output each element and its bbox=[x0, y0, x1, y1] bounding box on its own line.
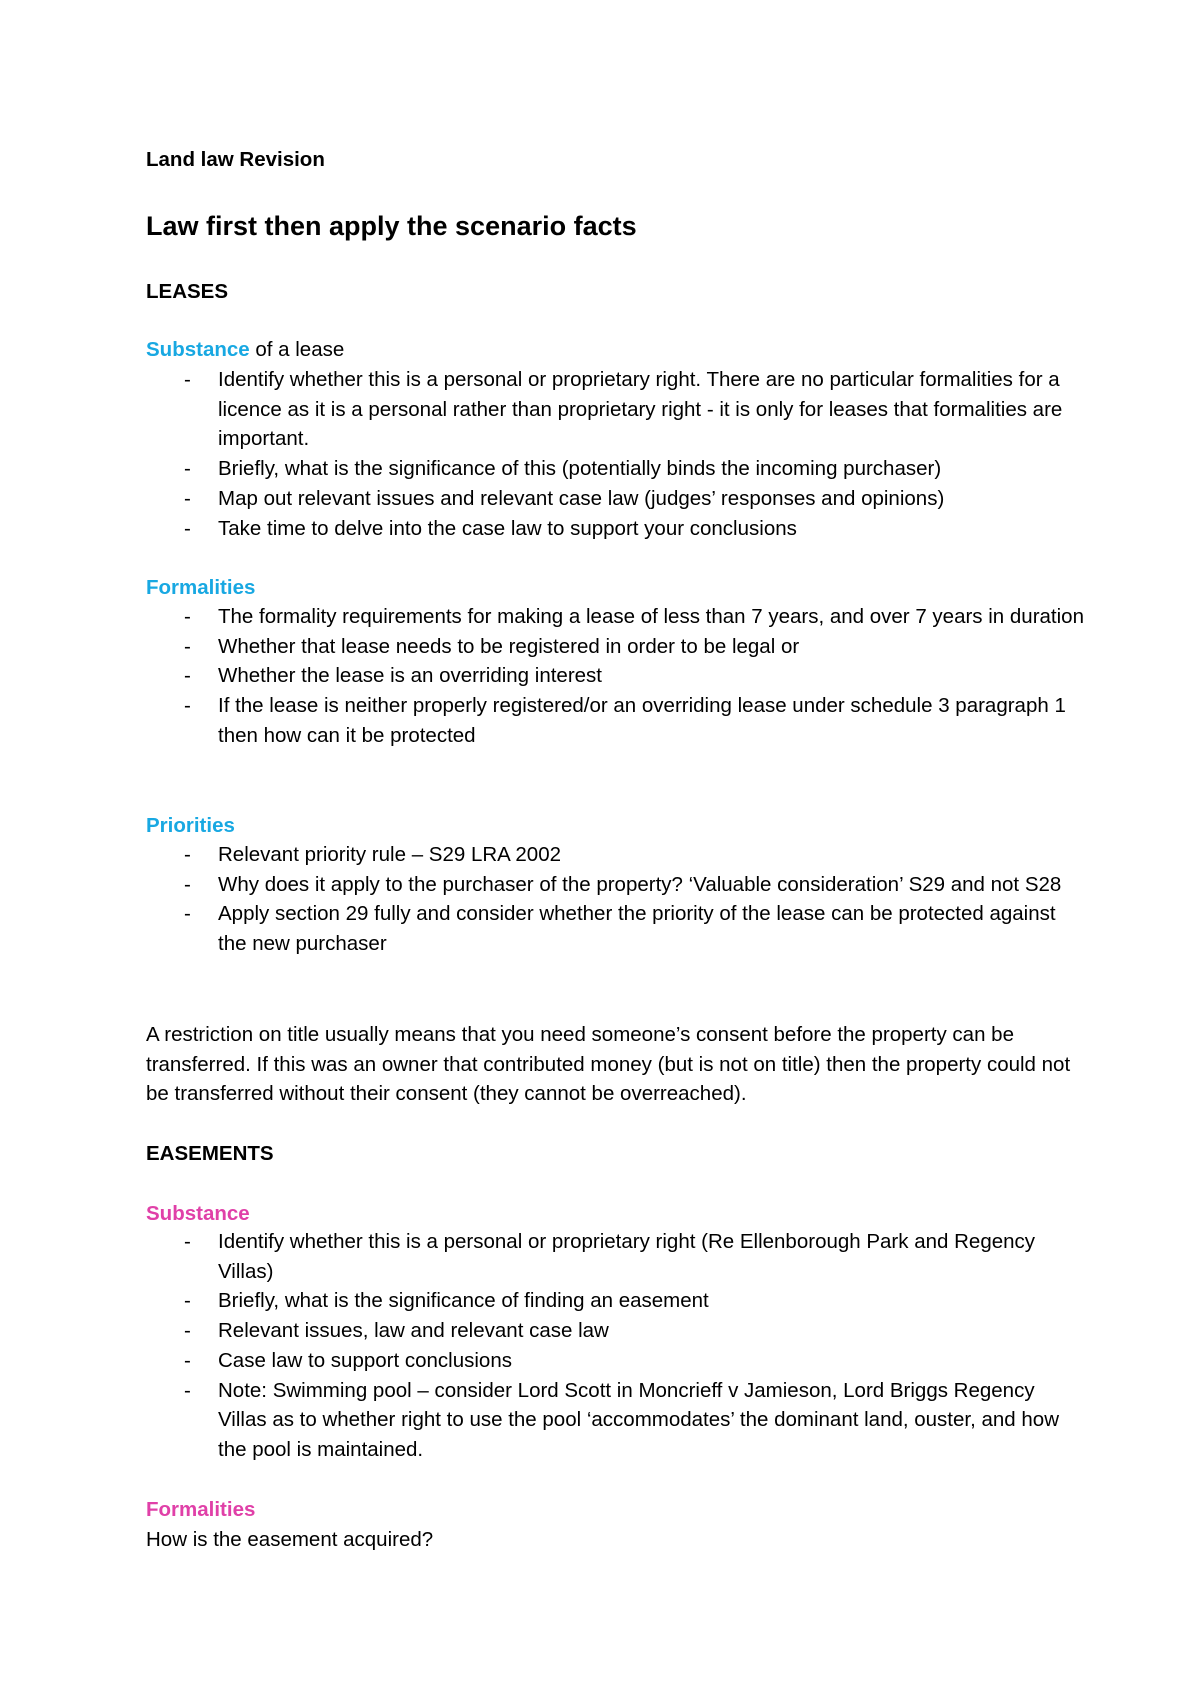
leases-formalities-heading: Formalities bbox=[146, 576, 256, 599]
list-item: - Briefly, what is the significance of this (potentially binds the incoming purchaser) bbox=[146, 454, 1086, 484]
leases-formalities-list bbox=[146, 602, 1086, 751]
list-item: - If the lease is neither properly registered/or an overriding lease under schedule 3 paragraph 1 then how can it be protected bbox=[146, 691, 1086, 750]
leases-substance-list bbox=[146, 365, 1086, 543]
list-item: - Identify whether this is a personal or proprietary right. There are no particular formalities for a licence as it is a personal rather than proprietary right - it is only for leases that formalities are important. bbox=[146, 365, 1086, 454]
list-item: - Case law to support conclusions bbox=[146, 1346, 1086, 1376]
list-item: - Note: Swimming pool – consider Lord Scott in Moncrieff v Jamieson, Lord Briggs Regency Villas as to whether right to use the pool ‘accommodates’ the dominant land, ouster, and how the pool is maintained. bbox=[146, 1376, 1086, 1465]
list-item: - Apply section 29 fully and consider whether the priority of the lease can be protected against the new purchaser bbox=[146, 899, 1086, 958]
list-item: - Relevant issues, law and relevant case law bbox=[146, 1316, 1086, 1346]
list-item: - The formality requirements for making a lease of less than 7 years, and over 7 years in duration bbox=[146, 602, 1086, 632]
list-item: - Briefly, what is the significance of finding an easement bbox=[146, 1286, 1086, 1316]
easements-formalities-question: How is the easement acquired? bbox=[146, 1528, 434, 1551]
leases-priorities-heading: Priorities bbox=[146, 814, 235, 837]
list-item: - Whether that lease needs to be registered in order to be legal or bbox=[146, 632, 1086, 662]
leases-heading: LEASES bbox=[146, 280, 229, 303]
document-subtitle: Law first then apply the scenario facts bbox=[146, 211, 637, 241]
easements-substance-list bbox=[146, 1227, 1086, 1465]
document-title: Land law Revision bbox=[146, 148, 325, 171]
list-item: - Identify whether this is a personal or proprietary right (Re Ellenborough Park and Regency Villas) bbox=[146, 1227, 1086, 1286]
list-item: - Whether the lease is an overriding interest bbox=[146, 661, 1086, 691]
list-item: - Take time to delve into the case law to support your conclusions bbox=[146, 514, 1086, 544]
easements-formalities-heading: Formalities bbox=[146, 1498, 256, 1521]
easements-substance-heading: Substance bbox=[146, 1202, 250, 1225]
leases-substance-label: Substance bbox=[146, 338, 250, 361]
list-item: - Map out relevant issues and relevant case law (judges’ responses and opinions) bbox=[146, 484, 1086, 514]
easements-heading: EASEMENTS bbox=[146, 1142, 274, 1165]
leases-priorities-list bbox=[146, 840, 1086, 959]
leases-substance-heading bbox=[146, 338, 344, 362]
restriction-note: A restriction on title usually means that you need someone’s consent before the property can be transferred. If this was an owner that contributed money (but is not on title) then the property could not be transferred without their consent (they cannot be overreached). bbox=[146, 1023, 1071, 1105]
leases-substance-label-tail: of a lease bbox=[249, 338, 345, 361]
list-item: - Relevant priority rule – S29 LRA 2002 bbox=[146, 840, 1086, 870]
list-item: - Why does it apply to the purchaser of the property? ‘Valuable consideration’ S29 and not S28 bbox=[146, 870, 1086, 900]
